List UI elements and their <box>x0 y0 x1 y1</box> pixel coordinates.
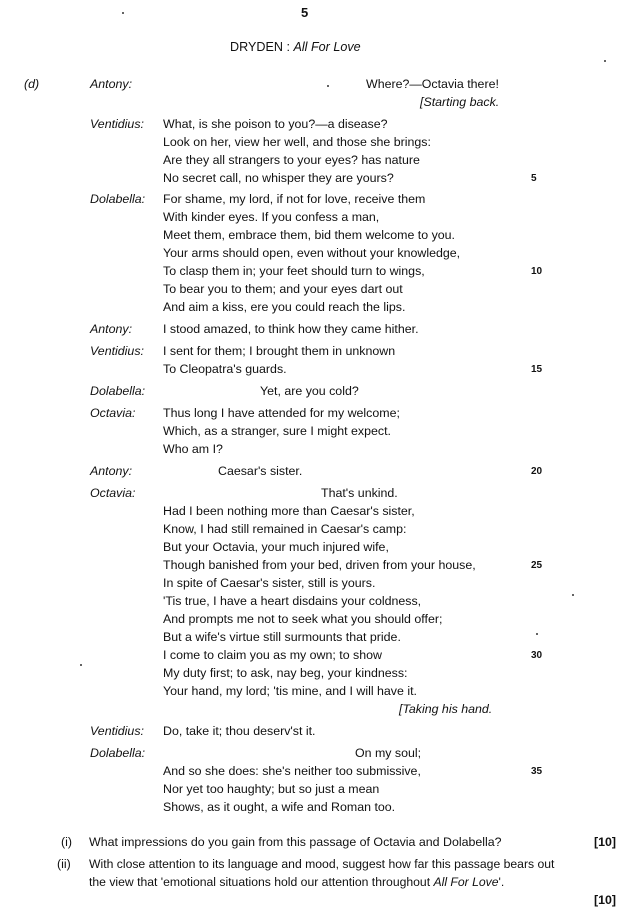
line: Do, take it; thou deserv'st it. <box>163 724 316 738</box>
page-number: 5 <box>301 5 309 20</box>
speaker-dolabella: Dolabella: <box>90 746 146 760</box>
question-text <box>89 875 504 889</box>
line: 'Tis true, I have a heart disdains your coldness, <box>163 594 422 608</box>
question-text-part: '. <box>498 875 505 889</box>
stage-direction: [Starting back. <box>420 95 500 109</box>
question-text: What impressions do you gain from this passage of Octavia and Dolabella? <box>89 835 502 849</box>
line: Had I been nothing more than Caesar's sister, <box>163 504 415 518</box>
question-marks: [10] <box>593 835 616 849</box>
line: Thus long I have attended for my welcome; <box>163 406 400 420</box>
line: Yet, are you cold? <box>260 384 359 398</box>
line: Meet them, embrace them, bid them welcome to you. <box>163 228 455 242</box>
question-work-title: All For Love <box>433 875 499 889</box>
line: Are they all strangers to your eyes? has nature <box>163 153 420 167</box>
line: And so she does: she's neither too submissive, <box>163 764 421 778</box>
line: Caesar's sister. <box>218 464 303 478</box>
line: I come to claim you as my own; to show <box>163 648 382 662</box>
stage-direction: [Taking his hand. <box>399 702 493 716</box>
speaker-octavia: Octavia: <box>90 406 136 420</box>
title-work: All For Love <box>293 40 361 54</box>
scan-speck <box>80 664 82 666</box>
speaker-antony: Antony: <box>90 464 133 478</box>
line: Who am I? <box>163 442 223 456</box>
speaker-ventidius: Ventidius: <box>90 724 144 738</box>
question-marks: [10] <box>593 893 616 907</box>
line-number: 30 <box>531 650 543 661</box>
line: I sent for them; I brought them in unknown <box>163 344 396 358</box>
line-number: 15 <box>531 364 543 375</box>
line: My duty first; to ask, nay beg, your kindness: <box>163 666 408 680</box>
line-number: 20 <box>531 466 543 477</box>
line: Where?—Octavia there! <box>366 77 499 91</box>
line: In spite of Caesar's sister, still is yours. <box>163 576 376 590</box>
line: On my soul; <box>355 746 422 760</box>
scan-speck <box>122 12 124 14</box>
scan-speck <box>536 633 538 635</box>
line: But your Octavia, your much injured wife, <box>163 540 389 554</box>
line: Know, I had still remained in Caesar's camp: <box>163 522 407 536</box>
line: To clasp them in; your feet should turn to wings, <box>163 264 425 278</box>
line: To bear you to them; and your eyes dart out <box>163 282 403 296</box>
line-number: 35 <box>531 766 543 777</box>
line: Your hand, my lord; 'tis mine, and I will have it. <box>163 684 417 698</box>
speaker-ventidius: Ventidius: <box>90 117 144 131</box>
speaker-octavia: Octavia: <box>90 486 136 500</box>
page-title <box>230 40 361 54</box>
speaker-antony: Antony: <box>90 77 133 91</box>
line: What, is she poison to you?—a disease? <box>163 117 388 131</box>
line: Shows, as it ought, a wife and Roman too. <box>163 800 396 814</box>
question-label: (ii) <box>57 857 71 871</box>
scan-speck <box>327 85 329 87</box>
title-author: DRYDEN : <box>230 40 290 54</box>
line: Look on her, view her well, and those she brings: <box>163 135 431 149</box>
line: And aim a kiss, ere you could reach the lips. <box>163 300 406 314</box>
line: Which, as a stranger, sure I might expect. <box>163 424 391 438</box>
line: To Cleopatra's guards. <box>163 362 287 376</box>
line-number: 10 <box>531 266 543 277</box>
speaker-antony: Antony: <box>90 322 133 336</box>
speaker-dolabella: Dolabella: <box>90 192 146 206</box>
line-number: 5 <box>531 173 537 184</box>
line: For shame, my lord, if not for love, receive them <box>163 192 426 206</box>
scan-speck <box>604 60 606 62</box>
line: That's unkind. <box>321 486 398 500</box>
question-text-part: the view that 'emotional situations hold our attention throughout <box>89 875 434 889</box>
scan-speck <box>572 594 574 596</box>
line: Your arms should open, even without your knowledge, <box>163 246 461 260</box>
line-number: 25 <box>531 560 543 571</box>
question-label: (i) <box>61 835 73 849</box>
part-label: (d) <box>24 77 40 91</box>
speaker-ventidius: Ventidius: <box>90 344 144 358</box>
line: But a wife's virtue still surmounts that pride. <box>163 630 401 644</box>
speaker-dolabella: Dolabella: <box>90 384 146 398</box>
line: Nor yet too haughty; but so just a mean <box>163 782 380 796</box>
line: And prompts me not to seek what you should offer; <box>163 612 443 626</box>
line: I stood amazed, to think how they came hither. <box>163 322 419 336</box>
question-text: With close attention to its language and mood, suggest how far this passage bears out <box>89 857 555 871</box>
line: With kinder eyes. If you confess a man, <box>163 210 380 224</box>
line: No secret call, no whisper they are yours? <box>163 171 394 185</box>
line: Though banished from your bed, driven from your house, <box>163 558 476 572</box>
